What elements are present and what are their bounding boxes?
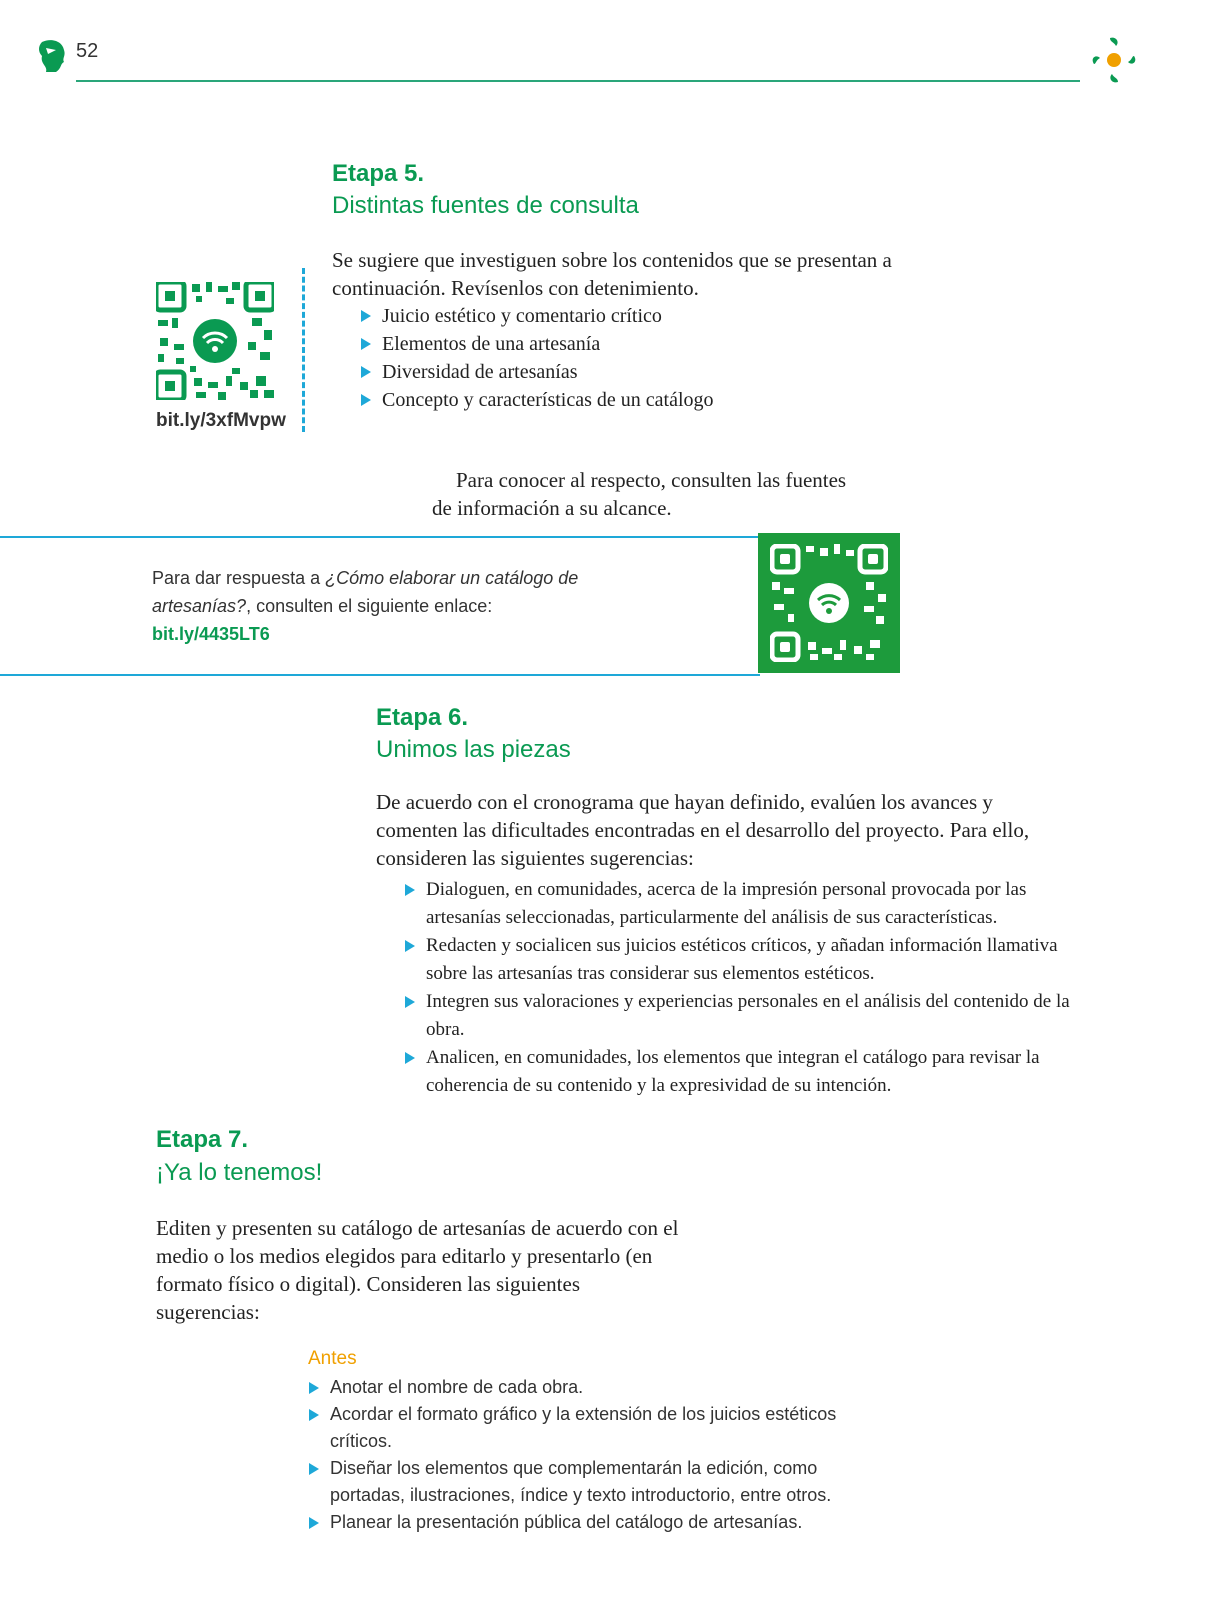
list-item: Dialoguen, en comunidades, acerca de la impresión personal provocada por las artesanías seleccionadas, particularmente del análisis de sus características. bbox=[402, 876, 1102, 932]
antes-label: Antes bbox=[308, 1348, 357, 1369]
list-item: Anotar el nombre de cada obra. bbox=[306, 1374, 866, 1401]
stage5-subtitle: Distintas fuentes de consulta bbox=[332, 192, 639, 219]
stage6-list bbox=[402, 876, 1102, 1100]
page-number: 52 bbox=[76, 40, 99, 62]
list-item: Integren sus valoraciones y experiencias personales en el análisis del contenido de la obra. bbox=[402, 988, 1102, 1044]
panel-text bbox=[152, 564, 672, 648]
list-item: Diversidad de artesanías bbox=[358, 358, 918, 386]
stage6-intro: De acuerdo con el cronograma que hayan definido, evalúen los avances y comenten las dificultades encontradas en el desarrollo del proyecto. Para ello, consideren las siguientes sugerencias: bbox=[376, 790, 1030, 870]
panel-link[interactable]: bit.ly/4435LT6 bbox=[152, 624, 270, 644]
stage6-title: Etapa 6. bbox=[376, 704, 469, 731]
antes-list bbox=[306, 1374, 866, 1536]
stage7-title: Etapa 7. bbox=[156, 1126, 249, 1153]
list-item: Redacten y socialicen sus juicios estéticos críticos, y añadan información llamativa sobre las artesanías tras considerar sus elementos estéticos. bbox=[402, 932, 1102, 988]
list-item: Planear la presentación pública del catálogo de artesanías. bbox=[306, 1509, 866, 1536]
face-profile-icon bbox=[36, 38, 68, 74]
dashed-divider bbox=[302, 268, 305, 432]
stage7-subtitle: ¡Ya lo tenemos! bbox=[156, 1159, 323, 1186]
stage7-intro: Editen y presenten su catálogo de artesanías de acuerdo con el medio o los medios elegidos para editarlo y presentarlo (en formato físico o digital). Consideren las siguientes sugerencias: bbox=[156, 1216, 679, 1324]
qr-link-stage5[interactable]: bit.ly/3xfMvpw bbox=[156, 410, 286, 431]
list-item: Analicen, en comunidades, los elementos que integran el catálogo para revisar la coherencia de su contenido y la expresividad de su intención. bbox=[402, 1044, 1102, 1100]
qr-code-panel[interactable] bbox=[770, 544, 888, 662]
list-item: Diseñar los elementos que complementarán la edición, como portadas, ilustraciones, índice y texto introductorio, entre otros. bbox=[306, 1455, 866, 1509]
list-item: Concepto y características de un catálogo bbox=[358, 386, 918, 414]
stage6-subtitle: Unimos las piezas bbox=[376, 736, 571, 763]
list-item: Acordar el formato gráfico y la extensión de los juicios estéticos críticos. bbox=[306, 1401, 866, 1455]
panel-text-prefix: Para dar respuesta a bbox=[152, 568, 326, 588]
stage5-list bbox=[358, 302, 918, 414]
community-emblem-icon bbox=[1088, 34, 1140, 86]
header-rule bbox=[76, 80, 1080, 82]
stage5-closing-2: de información a su alcance. bbox=[432, 496, 672, 520]
panel-text-suffix: , consulten el siguiente enlace: bbox=[246, 596, 493, 616]
list-item: Elementos de una artesanía bbox=[358, 330, 918, 358]
stage5-intro: Se sugiere que investiguen sobre los contenidos que se presentan a continuación. Revísenlos con detenimiento. bbox=[332, 248, 892, 300]
qr-code-stage5[interactable] bbox=[156, 282, 274, 400]
stage5-title: Etapa 5. bbox=[332, 160, 425, 187]
stage5-closing-1: Para conocer al respecto, consulten las fuentes bbox=[456, 468, 847, 492]
list-item: Juicio estético y comentario crítico bbox=[358, 302, 918, 330]
panel-text-question: ¿Cómo elaborar un catálogo de artesanías? bbox=[152, 568, 579, 616]
